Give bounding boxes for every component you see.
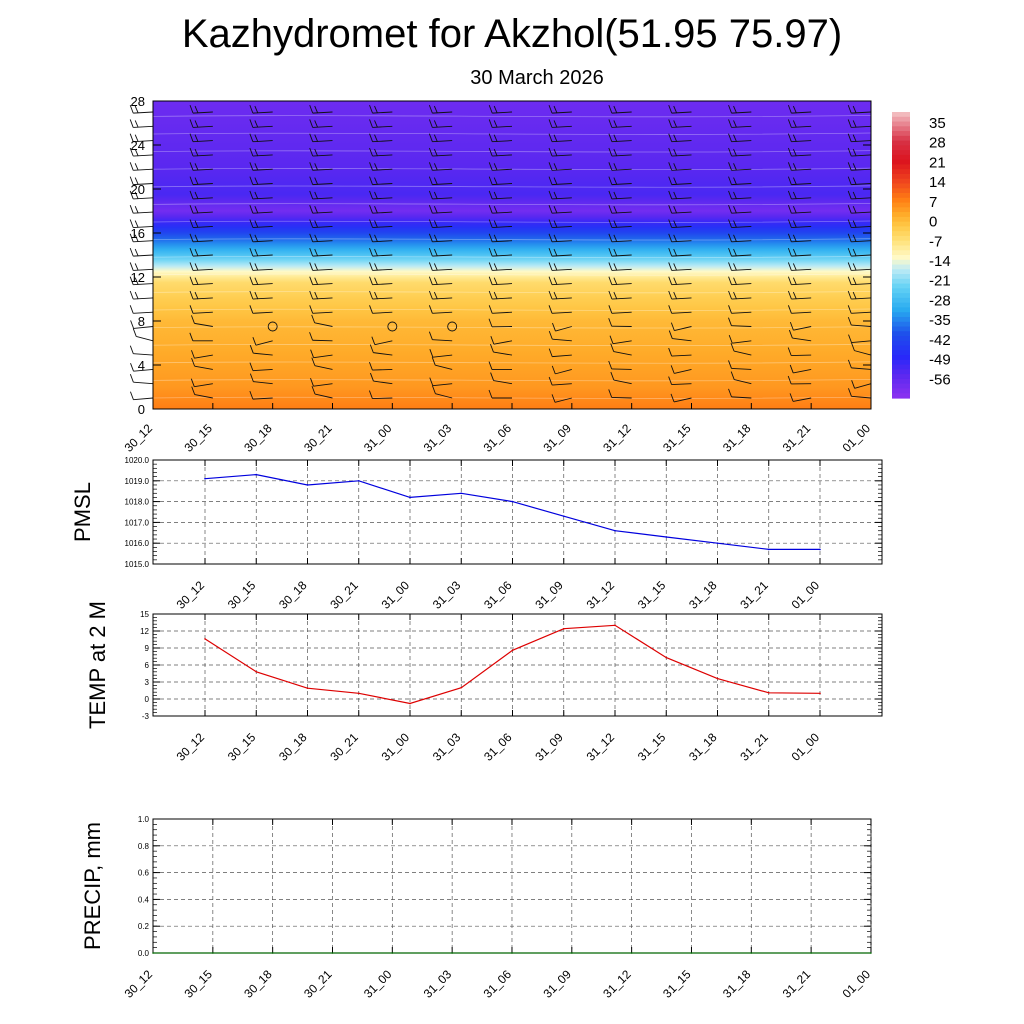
wind-barb (372, 398, 392, 399)
temp2m-x-tick-31_06: 31_06 (481, 730, 515, 764)
heatmap-x-tick-31_06: 31_06 (480, 421, 515, 455)
pmsl-y-tick-1020.0: 1020.0 (124, 456, 149, 465)
pmsl-point (255, 474, 257, 476)
pmsl-x-tick-31_06: 31_06 (481, 578, 515, 612)
wind-barb (133, 169, 153, 170)
precip-x-tick-30_18: 30_18 (241, 967, 275, 1001)
pmsl-y-tick-1018.0: 1018.0 (124, 497, 149, 507)
temp2m-y-tick-15: 15 (140, 610, 149, 619)
heatmap-y-tick-20: 20 (130, 182, 145, 197)
precip-point (571, 952, 573, 954)
colorbar-label--49: -49 (929, 351, 951, 369)
heatmap-y-tick-24: 24 (130, 138, 145, 153)
precip-x-tick-30_12: 30_12 (121, 967, 156, 1001)
pmsl-point (717, 542, 719, 544)
temp2m-point (255, 671, 257, 673)
precip-point (870, 952, 872, 954)
precip-x-tick-30_15: 30_15 (181, 967, 215, 1001)
heatmap-y-tick-0: 0 (137, 402, 145, 417)
precip-ylabel: PRECIP, mm (80, 822, 105, 950)
precip-point (272, 952, 274, 954)
pmsl-x-tick-31_12: 31_12 (583, 578, 618, 612)
precip-x-tick-01_00: 01_00 (839, 967, 874, 1001)
heatmap-x-tick-30_15: 30_15 (181, 421, 215, 455)
precip-x-tick-31_06: 31_06 (480, 967, 515, 1001)
precip-x-tick-31_12: 31_12 (600, 967, 634, 1001)
colorbar-label--7: -7 (929, 233, 943, 251)
precip-y-tick-0.8: 0.8 (137, 841, 149, 851)
precip-y-tick-0.2: 0.2 (137, 922, 149, 932)
heatmap-x-tick-31_09: 31_09 (540, 421, 574, 455)
temp2m-y-tick-0: 0 (144, 695, 149, 704)
precip-y-tick-1.0: 1.0 (137, 815, 149, 824)
heatmap-x-tick-31_12: 31_12 (600, 421, 634, 455)
temp2m-y-tick-12: 12 (140, 627, 149, 636)
temp2m-point (819, 693, 821, 695)
heatmap-y-tick-28: 28 (130, 94, 145, 109)
colorbar-label--42: -42 (929, 331, 951, 349)
temp2m-x-tick-30_12: 30_12 (173, 730, 208, 764)
pmsl-point (512, 501, 514, 503)
precip-x-tick-30_21: 30_21 (301, 967, 335, 1001)
precip-y-tick-0.4: 0.4 (137, 895, 149, 905)
heatmap-x-tick-30_21: 30_21 (301, 421, 335, 455)
heatmap-x-tick-30_12: 30_12 (121, 421, 156, 455)
colorbar-label-14: 14 (929, 174, 946, 192)
pmsl-point (358, 480, 360, 482)
pmsl-x-tick-31_03: 31_03 (429, 578, 464, 612)
pmsl-y-tick-1016.0: 1016.0 (124, 539, 149, 549)
precip-x-tick-31_21: 31_21 (779, 967, 814, 1001)
wind-barb (133, 155, 153, 156)
wind-barb (313, 340, 333, 341)
temp2m-point (717, 678, 719, 680)
pmsl-point (204, 478, 206, 480)
temp2m-x-tick-31_09: 31_09 (532, 730, 566, 764)
heatmap-x-tick-31_03: 31_03 (420, 421, 455, 455)
temp2m-y-tick-3: 3 (144, 678, 149, 687)
wind-barb (133, 255, 153, 256)
temp2m-y-tick-6: 6 (144, 661, 149, 670)
pmsl-panel (70, 456, 882, 612)
heatmap-x-tick-31_15: 31_15 (660, 421, 694, 455)
temp2m-point (512, 649, 514, 651)
pmsl-x-tick-31_09: 31_09 (532, 578, 566, 612)
pmsl-ylabel: PMSL (70, 482, 95, 542)
wind-barb (133, 398, 153, 400)
pmsl-x-tick-30_21: 30_21 (327, 578, 361, 612)
temp2m-x-tick-30_21: 30_21 (327, 730, 361, 764)
wind-barb (133, 212, 153, 213)
heatmap-y-tick-8: 8 (137, 314, 145, 329)
pmsl-x-tick-31_00: 31_00 (378, 578, 413, 612)
colorbar (892, 112, 951, 399)
pmsl-y-tick-1015.0: 1015.0 (124, 560, 149, 569)
precip-panel (80, 815, 873, 1001)
precip-x-tick-31_15: 31_15 (660, 967, 694, 1001)
precip-y-tick-0.6: 0.6 (137, 868, 149, 878)
heatmap-panel (122, 94, 874, 455)
page-title: Kazhydromet for Akzhol(51.95 75.97) (181, 12, 843, 56)
wind-barb (136, 336, 153, 340)
wind-barb (133, 382, 153, 384)
pmsl-x-tick-30_12: 30_12 (173, 578, 208, 612)
heatmap-y-tick-4: 4 (137, 358, 145, 373)
precip-point (451, 952, 453, 954)
heatmap-y-tick-12: 12 (130, 270, 145, 285)
precip-point (751, 952, 753, 954)
temp2m-x-tick-31_18: 31_18 (686, 730, 720, 764)
temp2m-point (358, 693, 360, 695)
wind-barb (612, 397, 632, 398)
precip-x-tick-31_03: 31_03 (420, 967, 455, 1001)
colorbar-label-28: 28 (929, 134, 946, 152)
pmsl-point (819, 549, 821, 551)
colorbar-label--14: -14 (929, 253, 951, 270)
temp2m-x-tick-01_00: 01_00 (788, 730, 823, 764)
temp2m-point (204, 638, 206, 640)
temp2m-x-tick-30_15: 30_15 (224, 730, 259, 764)
pmsl-point (768, 549, 770, 551)
precip-x-tick-31_09: 31_09 (540, 967, 574, 1001)
wind-barb (133, 298, 153, 299)
temp2m-x-tick-31_15: 31_15 (634, 730, 669, 764)
temp2m-y-tick--3: -3 (141, 712, 149, 721)
wind-barb (133, 354, 153, 355)
pmsl-x-tick-31_21: 31_21 (737, 578, 771, 612)
colorbar-label-21: 21 (929, 154, 946, 172)
heatmap-x-tick-31_21: 31_21 (779, 421, 814, 455)
colorbar-label--21: -21 (929, 272, 951, 290)
colorbar-label--28: -28 (929, 292, 951, 310)
pmsl-y-tick-1019.0: 1019.0 (124, 476, 149, 486)
heatmap-x-tick-01_00: 01_00 (839, 421, 874, 455)
temp2m-x-tick-31_03: 31_03 (429, 730, 464, 764)
temp2m-ylabel: TEMP at 2 M (85, 601, 110, 729)
temp2m-point (409, 703, 411, 705)
precip-point (511, 952, 513, 954)
temp2m-point (460, 687, 462, 689)
pmsl-point (665, 536, 667, 538)
pmsl-point (614, 530, 616, 532)
wind-barb (133, 126, 153, 127)
pmsl-x-tick-31_18: 31_18 (686, 578, 720, 612)
wind-barb (133, 198, 153, 199)
precip-y-tick-0.0: 0.0 (137, 949, 149, 958)
precip-x-tick-31_00: 31_00 (360, 967, 395, 1001)
pmsl-x-tick-30_15: 30_15 (224, 578, 259, 612)
precip-point (212, 952, 214, 954)
pmsl-point (563, 515, 565, 517)
temp2m-point (307, 687, 309, 689)
pmsl-y-tick-1017.0: 1017.0 (124, 518, 149, 528)
temp2m-x-tick-31_12: 31_12 (583, 730, 618, 764)
temp2m-x-tick-31_21: 31_21 (737, 730, 771, 764)
heatmap-y-tick-16: 16 (130, 226, 145, 241)
temp2m-point (563, 628, 565, 630)
precip-point (810, 952, 812, 954)
pmsl-x-tick-30_18: 30_18 (276, 578, 310, 612)
temp2m-point (665, 657, 667, 659)
temp2m-point (614, 625, 616, 627)
heatmap-x-tick-31_00: 31_00 (360, 421, 395, 455)
pmsl-point (307, 484, 309, 486)
colorbar-label--56: -56 (929, 371, 951, 389)
temp2m-y-tick-9: 9 (144, 644, 149, 653)
temp2m-x-tick-30_18: 30_18 (276, 730, 310, 764)
page-subtitle: 30 March 2026 (470, 67, 604, 89)
temp2m-x-tick-31_00: 31_00 (378, 730, 413, 764)
wind-barb (133, 112, 153, 113)
precip-point (691, 952, 693, 954)
pmsl-point (460, 492, 462, 494)
pmsl-x-tick-31_15: 31_15 (634, 578, 669, 612)
colorbar-label-7: 7 (929, 193, 938, 211)
heatmap-x-tick-31_18: 31_18 (719, 421, 754, 455)
pmsl-point (409, 497, 411, 499)
precip-point (631, 952, 633, 954)
precip-point (332, 952, 334, 954)
temp2m-panel (85, 601, 882, 764)
heatmap-x-tick-30_18: 30_18 (241, 421, 275, 455)
precip-x-tick-31_18: 31_18 (719, 967, 754, 1001)
colorbar-label-35: 35 (929, 115, 946, 132)
temp2m-point (768, 692, 770, 694)
precip-point (392, 952, 394, 954)
pmsl-x-tick-01_00: 01_00 (788, 578, 823, 612)
colorbar-label-0: 0 (929, 213, 938, 231)
colorbar-label--35: -35 (929, 312, 951, 330)
precip-point (152, 952, 154, 954)
